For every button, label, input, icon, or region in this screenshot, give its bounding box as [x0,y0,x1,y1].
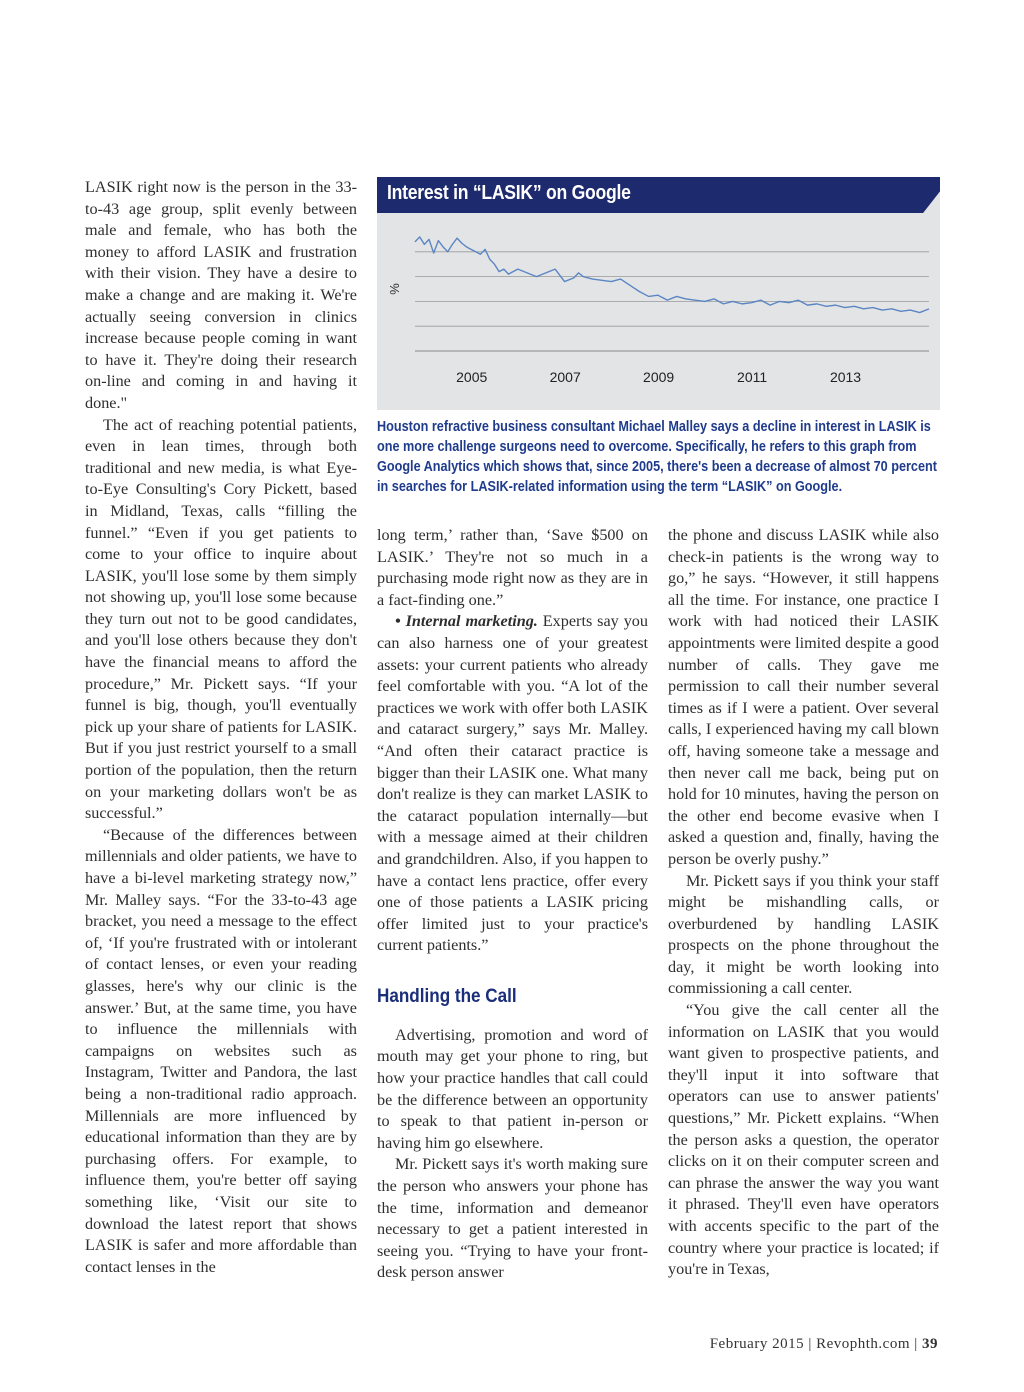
section-heading: Handling the Call [377,985,517,1007]
x-tick-label: 2007 [549,369,581,385]
internal-marketing-lead: • Internal marketing. [395,612,538,631]
col1-paragraph-1: LASIK right now is the person in the 33-to-43 age group, split evenly between male and female, who has both the money to afford LASIK and frustration with their vision. They have a desire to make a change and are making it. We're actually seeing conversion in clinics increase because people coming in want to have it. They're doing their research on-line and coming in and having it done." [85,178,357,412]
x-tick-label: 2011 [737,369,768,385]
article-column-3 [668,525,939,1281]
x-tick-label: 2005 [456,369,488,385]
x-tick-label: 2013 [829,369,862,385]
col3-paragraph-1: the phone and discuss LASIK while also check-in patients is the wrong way to go,” he says. “However, it still happens all the time. For instance, one practice I work with had noticed their LASIK appointments were limited despite a good number of calls. They gave me permission to call their number several times as if I were a patient. Over several calls, I experienced having my call blown off, having someone take a message and then never call me back, being put on hold for 10 minutes, having the person on the other end become evasive when I asked a question and, finally, having the person be overly pushy.” [668,526,939,868]
chart-box [377,177,940,410]
col2-paragraph-1: long term,’ rather than, ‘Save $500 on LASIK.’ They're not so much in a purchasing mode right now as they are in a fact-finding one.” [377,526,648,609]
col2-paragraph-2 [377,611,648,957]
page-footer [710,1336,938,1353]
col2-paragraph-2-body: Experts say you can also harness one of your greatest assets: your current patients who already feel comfortable with you. “A lot of the practices we work with offer both LASIK and cataract surgery,” says Mr. Malley. “And often their cataract practice is bigger than their LASIK one. What many don't realize is they can market LASIK to the cataract population internally—but with a message aimed at their children and grandchildren. Also, if you happen to have a contact lens practice, offer every one of those patients a LASIK pricing offer limited just to your practice's current patients.” [377,612,648,955]
col2-paragraph-4: Mr. Pickett says it's worth making sure the person who answers your phone has the time, information and demeanor necessary to get a patient interested in seeing you. “Trying to have your front-desk person answer [377,1155,648,1282]
x-tick-label: 2009 [643,369,675,385]
y-axis-label: % [387,283,402,295]
footer-text: February 2015 | Revophth.com | [709,1336,922,1352]
article-column-2 [377,525,648,1284]
col1-paragraph-2: The act of reaching potential patients, even in lean times, through both traditional and new media, is what Eye-to-Eye Consulting's Cory Pickett, based in Midland, Texas, calls “filling the funnel.” “Even if you get patients to come to your office to inquire about LASIK, you'll lose some by them simply not showing up, you'll lose some because they turn out not to be good candidates, and you'll lose others because they don't have the financial means to afford the procedure,” Mr. Pickett says. “If your funnel is big, though, you'll eventually pick up your share of patients for LASIK. But if you just restrict yourself to a small portion of the population, then the return on your marketing dollars won't be as successful.” [85,415,357,823]
article-column-1 [85,177,357,1278]
col3-paragraph-3: “You give the call center all the information on LASIK that you would want given to prospective patients, and they'll input it into software that operators can use to answer patients' questions,” Mr. Pickett explains. “When the person asks a question, the operator clicks on it on their computer screen and can phrase the answer the way you want it phrased. They'll even have operators with accents specific to the part of the country where your practice is located; if you're in Texas, [668,1001,939,1279]
page-number: 39 [922,1336,938,1352]
col2-paragraph-3: Advertising, promotion and word of mouth may get your phone to ring, but how your practice handles that call could be the difference between an opportunity to speak to that patient in-person or having him go elsewhere. [377,1025,648,1152]
line-chart [377,213,940,410]
col3-paragraph-2: Mr. Pickett says if you think your staff might be mishandling calls, or overburdened by handling LASIK prospects on the phone throughout the day, it might be worth looking into commissioning a call center. [668,871,939,998]
col1-paragraph-3: “Because of the differences between millennials and older patients, we have to have a bi-level marketing strategy now,” Mr. Malley says. “For the 33-to-43 age bracket, you need a message to the effect of, ‘If you're frustrated with or intolerant of contact lenses, or even your reading glasses, here's why our clinic is the answer.’ But, at the same time, you have to influence the millennials with campaigns on websites such as Instagram, Twitter and Pandora, the last being a non-traditional radio approach. Millennials are more influenced by educational information than they are by purchasing offers. For example, to influence them, you're better off saying something like, ‘Visit our site to download the latest report that shows LASIK is safer and more affordable than contact lenses in the [85,825,357,1276]
chart-caption: Houston refractive business consultant Michael Malley says a decline in interest in LASIK is one more challenge surgeons need to overcome. Specifically, he refers to this graph from Google Analytics which shows that, since 2005, there's been a decrease of almost 70 percent in searches for LASIK-related information using the term “LASIK” on Google. [377,419,937,495]
chart-title: Interest in “LASIK” on Google [387,182,631,204]
